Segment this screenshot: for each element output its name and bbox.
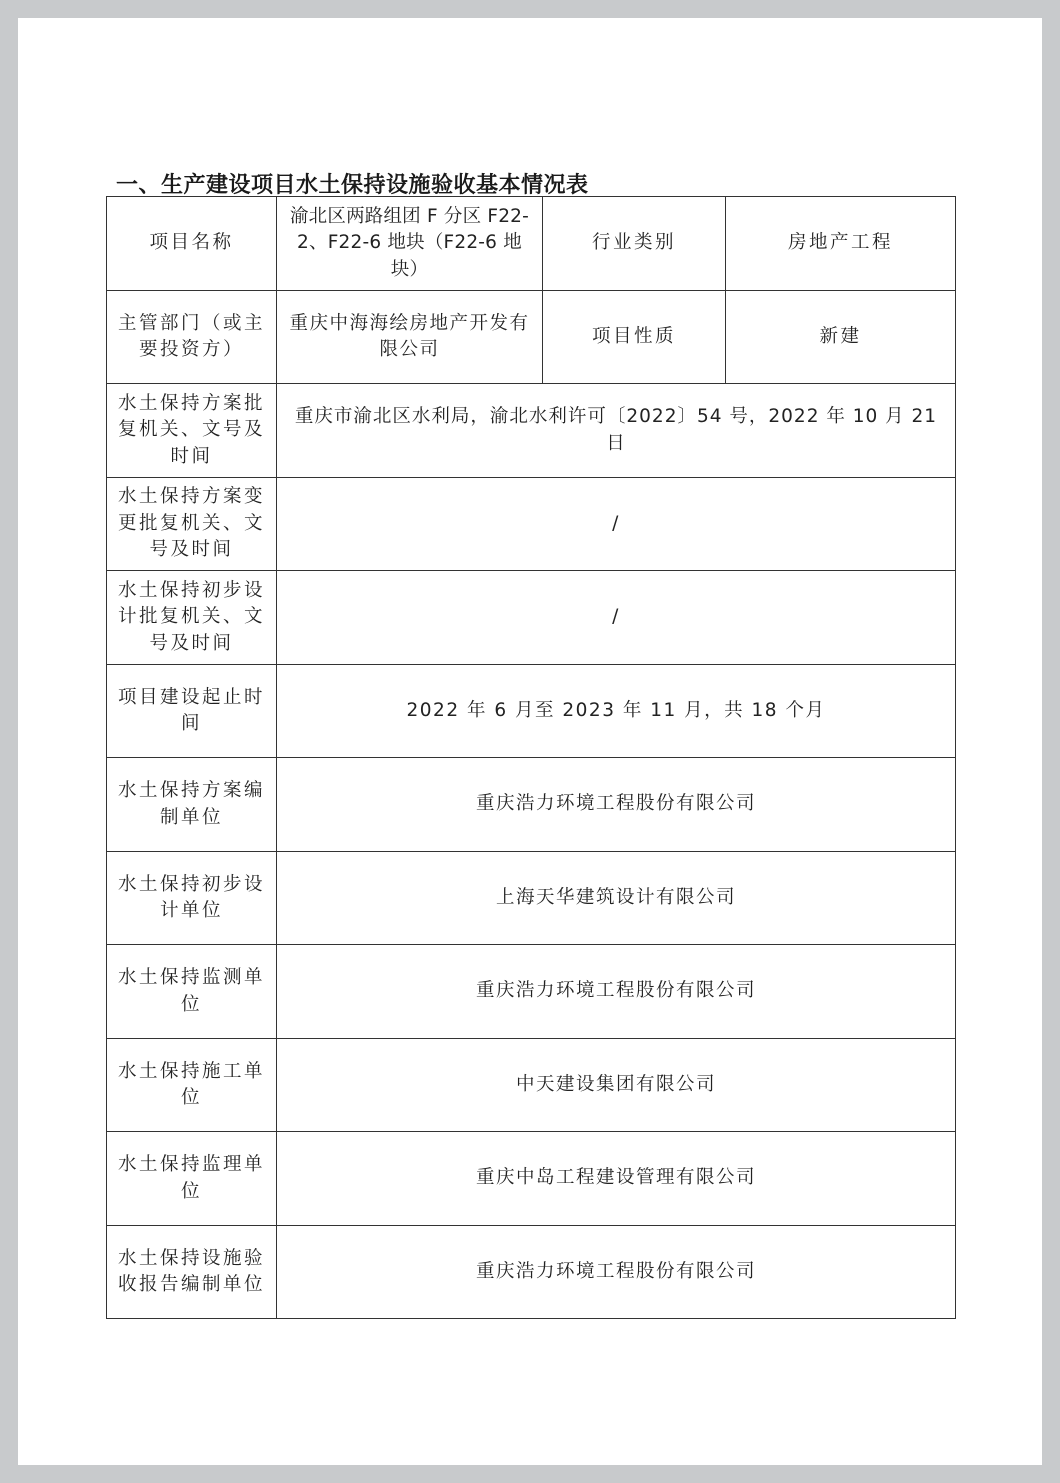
project-name-label: 项目名称: [107, 197, 277, 291]
table-row: [107, 197, 956, 291]
prelim-designer-value: 上海天华建筑设计有限公司: [277, 852, 956, 945]
table-row: [107, 291, 956, 384]
table-row: [107, 758, 956, 852]
monitor-label: 水土保持监测单位: [107, 945, 277, 1039]
construction-period-value: 2022 年 6 月至 2023 年 11 月，共 18 个月: [277, 665, 956, 758]
table-row: [107, 571, 956, 665]
prelim-designer-label: 水土保持初步设计单位: [107, 852, 277, 945]
acceptance-report-label: 水土保持设施验收报告编制单位: [107, 1226, 277, 1319]
plan-change-approval-value: /: [277, 478, 956, 571]
table-row: [107, 478, 956, 571]
table-row: [107, 1039, 956, 1132]
contractor-value: 中天建设集团有限公司: [277, 1039, 956, 1132]
plan-change-approval-label: 水土保持方案变更批复机关、文号及时间: [107, 478, 277, 571]
project-name-value: 渝北区两路组团 F 分区 F22-2、F22-6 地块（F22-6 地块）: [277, 197, 543, 291]
table-row: [107, 384, 956, 478]
basic-info-table: [106, 196, 956, 1319]
table-row: [107, 852, 956, 945]
section-heading: 一、生产建设项目水土保持设施验收基本情况表: [116, 173, 589, 198]
document-page: [18, 18, 1042, 1465]
plan-compiler-value: 重庆浩力环境工程股份有限公司: [277, 758, 956, 852]
table-row: [107, 665, 956, 758]
prelim-design-approval-label: 水土保持初步设计批复机关、文号及时间: [107, 571, 277, 665]
monitor-value: 重庆浩力环境工程股份有限公司: [277, 945, 956, 1039]
industry-category-label: 行业类别: [543, 197, 726, 291]
prelim-design-approval-value: /: [277, 571, 956, 665]
plan-approval-label: 水土保持方案批复机关、文号及时间: [107, 384, 277, 478]
table-row: [107, 945, 956, 1039]
contractor-label: 水土保持施工单位: [107, 1039, 277, 1132]
table-row: [107, 1132, 956, 1226]
department-label: 主管部门（或主要投资方）: [107, 291, 277, 384]
supervisor-label: 水土保持监理单位: [107, 1132, 277, 1226]
acceptance-report-value: 重庆浩力环境工程股份有限公司: [277, 1226, 956, 1319]
industry-category-value: 房地产工程: [726, 197, 956, 291]
construction-period-label: 项目建设起止时间: [107, 665, 277, 758]
plan-compiler-label: 水土保持方案编制单位: [107, 758, 277, 852]
table-row: [107, 1226, 956, 1319]
department-value: 重庆中海海绘房地产开发有限公司: [277, 291, 543, 384]
project-nature-label: 项目性质: [543, 291, 726, 384]
supervisor-value: 重庆中岛工程建设管理有限公司: [277, 1132, 956, 1226]
project-nature-value: 新建: [726, 291, 956, 384]
plan-approval-value: 重庆市渝北区水利局，渝北水利许可〔2022〕54 号，2022 年 10 月 21 日: [277, 384, 956, 478]
